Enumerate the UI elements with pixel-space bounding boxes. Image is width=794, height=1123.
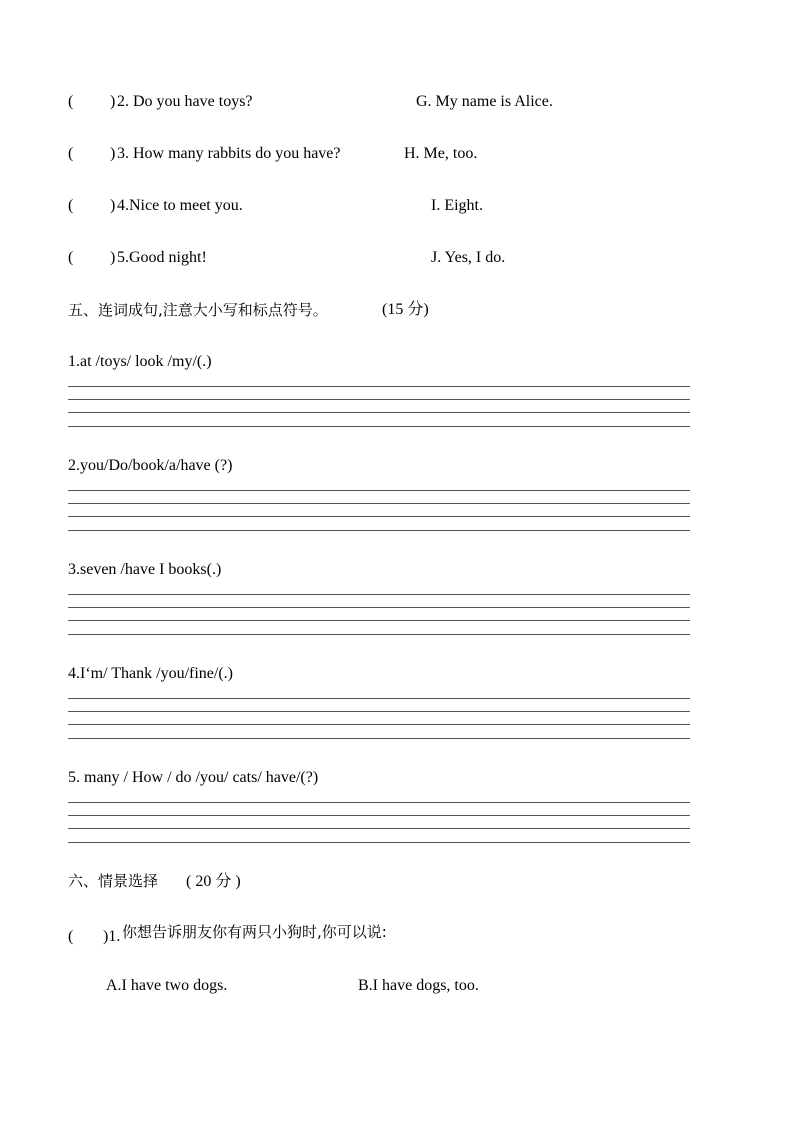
question-number: )1. <box>103 928 121 945</box>
question-prompt: 你想告诉朋友你有两只小狗时,你可以说: <box>122 923 387 941</box>
answer-paren-close: ) <box>110 249 116 266</box>
answer-paren-open: ( <box>68 928 74 945</box>
matching-answer: H. Me, too. <box>404 145 478 162</box>
writing-lines[interactable] <box>68 698 690 742</box>
matching-question: 5.Good night! <box>117 249 207 266</box>
sentence-item: 5. many / How / do /you/ cats/ have/(?) <box>68 769 319 786</box>
matching-answer: J. Yes, I do. <box>431 249 506 266</box>
section-5-score: (15 分) <box>382 301 429 318</box>
section-6-title: 六、情景选择 <box>68 872 159 890</box>
sentence-item: 4.I‘m/ Thank /you/fine/(.) <box>68 665 233 682</box>
writing-lines[interactable] <box>68 386 690 430</box>
matching-question: 4.Nice to meet you. <box>117 197 243 214</box>
writing-lines[interactable] <box>68 802 690 846</box>
writing-lines[interactable] <box>68 594 690 638</box>
sentence-item: 1.at /toys/ look /my/(.) <box>68 353 212 370</box>
answer-paren-close: ) <box>110 197 116 214</box>
answer-paren-open: ( <box>68 249 74 266</box>
matching-answer: G. My name is Alice. <box>416 93 553 110</box>
sentence-item: 2.you/Do/book/a/have (?) <box>68 457 233 474</box>
option-b[interactable]: B.I have dogs, too. <box>358 977 479 994</box>
section-5-title: 五、连词成句,注意大小写和标点符号。 <box>68 301 328 319</box>
sentence-item: 3.seven /have I books(.) <box>68 561 222 578</box>
matching-question: 2. Do you have toys? <box>117 93 253 110</box>
matching-question: 3. How many rabbits do you have? <box>117 145 341 162</box>
writing-lines[interactable] <box>68 490 690 534</box>
matching-answer: I. Eight. <box>431 197 483 214</box>
answer-paren-open: ( <box>68 197 74 214</box>
section-6-score: ( 20 分 ) <box>186 873 241 890</box>
answer-paren-open: ( <box>68 145 74 162</box>
answer-paren-close: ) <box>110 93 116 110</box>
answer-paren-close: ) <box>110 145 116 162</box>
option-a[interactable]: A.I have two dogs. <box>106 977 228 994</box>
answer-paren-open: ( <box>68 93 74 110</box>
